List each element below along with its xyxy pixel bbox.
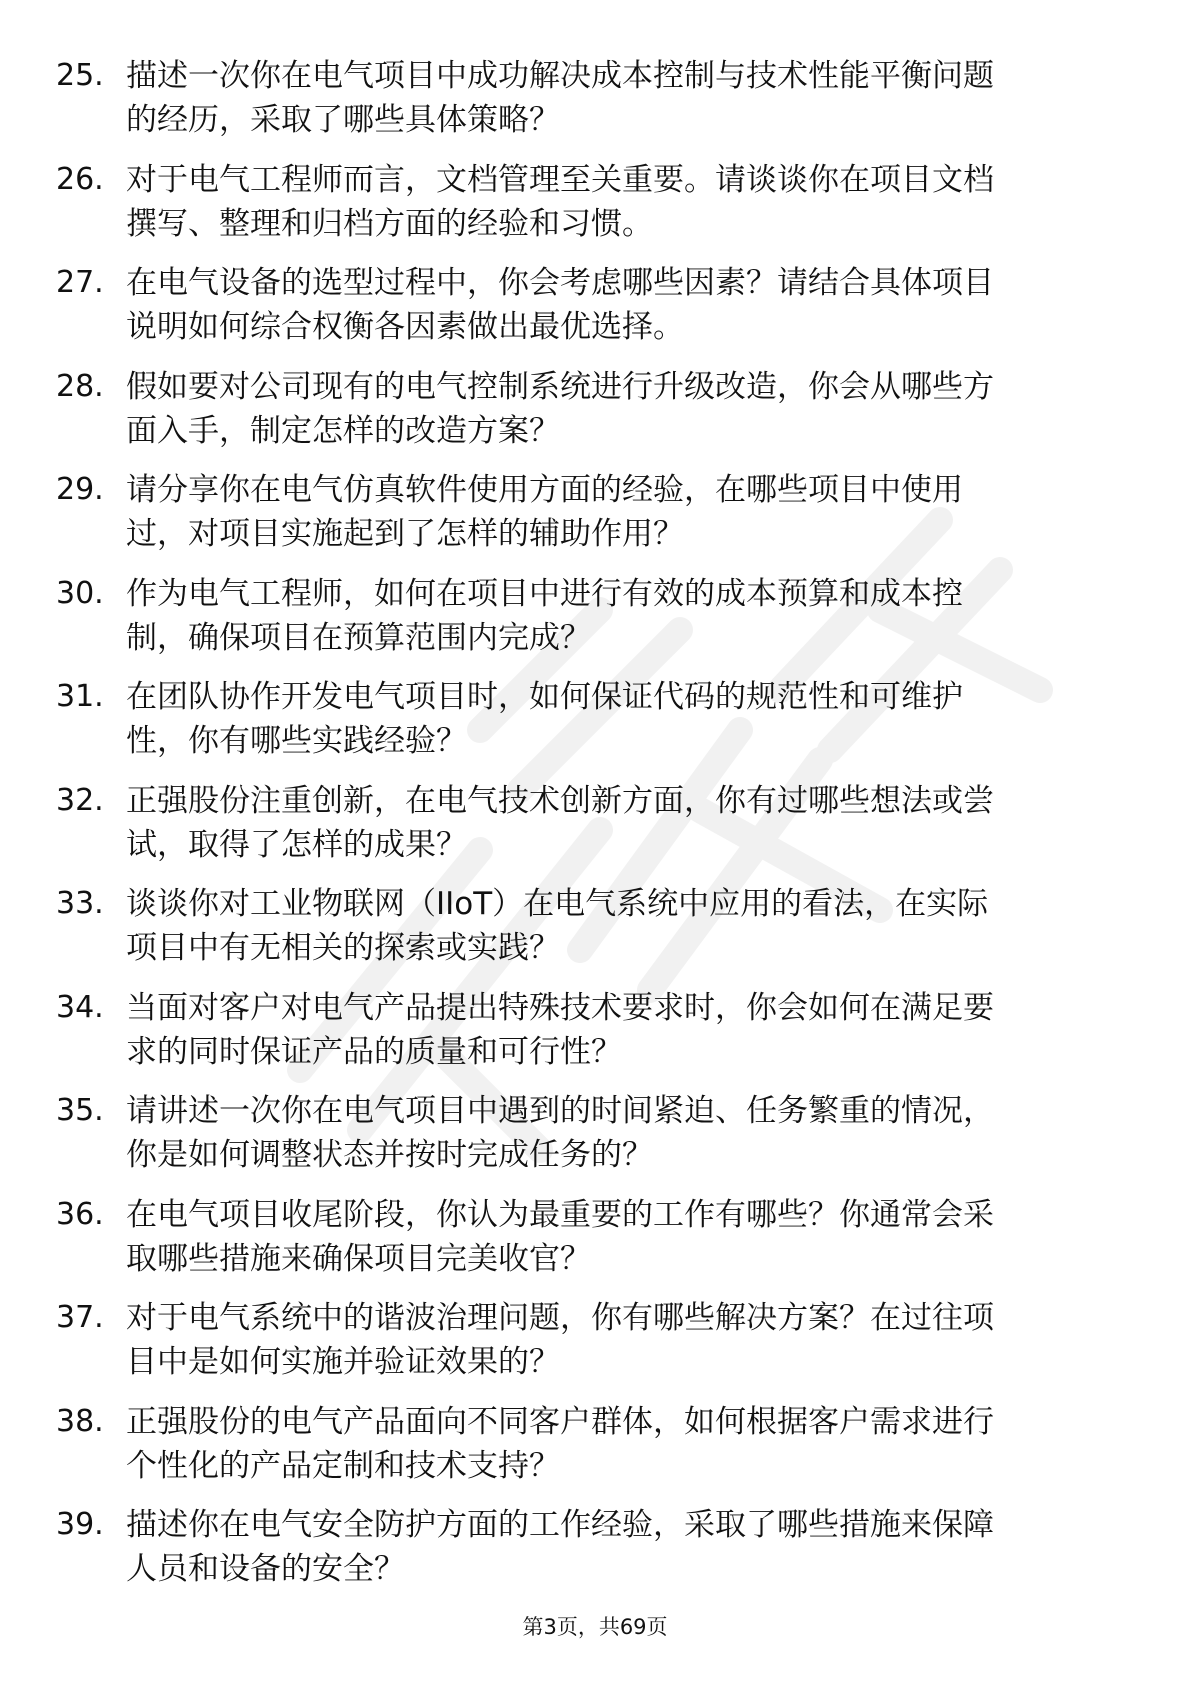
question-number: 35. [56, 1093, 104, 1128]
question-number: 37. [56, 1300, 104, 1335]
question-line: 在电气设备的选型过程中，你会考虑哪些因素？请结合具体项目 [126, 265, 994, 301]
question-item [0, 779, 1190, 883]
question-item [0, 261, 1190, 365]
question-line: 描述你在电气安全防护方面的工作经验，采取了哪些措施来保障 [126, 1507, 994, 1543]
question-text [126, 261, 1126, 349]
question-line: 项目中有无相关的探索或实践？ [126, 930, 560, 966]
question-item [0, 1400, 1190, 1504]
question-line: 假如要对公司现有的电气控制系统进行升级改造，你会从哪些方 [126, 368, 994, 405]
question-number: 29. [56, 472, 104, 507]
question-line: 试，取得了怎样的成果？ [126, 826, 467, 863]
question-line: 谈谈你对工业物联网（IIoT）在电气系统中应用的看法，在实际 [126, 886, 989, 922]
question-number: 38. [56, 1403, 104, 1439]
question-number: 26. [56, 161, 104, 197]
question-line: 描述一次你在电气项目中成功解决成本控制与技术性能平衡问题 [126, 58, 994, 94]
question-item [0, 572, 1190, 676]
question-item [0, 54, 1190, 158]
question-number: 30. [56, 575, 104, 611]
question-number: 39. [56, 1507, 104, 1542]
question-line: 性，你有哪些实践经验？ [126, 723, 467, 759]
question-line: 目中是如何实施并验证效果的？ [126, 1344, 560, 1380]
question-text [126, 1400, 1126, 1488]
question-line: 面入手，制定怎样的改造方案？ [126, 412, 560, 449]
question-text [126, 572, 1126, 660]
question-number: 36. [56, 1196, 104, 1232]
question-line: 制，确保项目在预算范围内完成？ [126, 619, 591, 656]
question-line: 说明如何综合权衡各因素做出最优选择。 [126, 309, 684, 345]
question-item [0, 468, 1190, 572]
question-text [126, 1503, 1126, 1591]
question-number: 25. [56, 58, 104, 93]
question-line: 正强股份的电气产品面向不同客户群体，如何根据客户需求进行 [126, 1403, 994, 1440]
question-line: 你是如何调整状态并按时完成任务的？ [126, 1137, 653, 1173]
question-text [126, 54, 1126, 142]
question-item [0, 986, 1190, 1090]
question-line: 当面对客户对电气产品提出特殊技术要求时，你会如何在满足要 [126, 989, 994, 1026]
question-line: 撰写、整理和归档方面的经验和习惯。 [126, 205, 653, 242]
question-line: 在团队协作开发电气项目时，如何保证代码的规范性和可维护 [126, 679, 963, 715]
question-item [0, 1193, 1190, 1297]
question-item [0, 882, 1190, 986]
question-line: 请分享你在电气仿真软件使用方面的经验，在哪些项目中使用 [126, 472, 963, 508]
question-number: 34. [56, 989, 104, 1025]
question-line: 对于电气系统中的谐波治理问题，你有哪些解决方案？在过往项 [126, 1300, 994, 1336]
question-item [0, 365, 1190, 469]
question-line: 作为电气工程师，如何在项目中进行有效的成本预算和成本控 [126, 575, 963, 612]
question-number: 32. [56, 782, 104, 818]
question-item [0, 1089, 1190, 1193]
question-line: 对于电气工程师而言，文档管理至关重要。请谈谈你在项目文档 [126, 161, 994, 198]
question-number: 27. [56, 265, 104, 300]
question-item [0, 1296, 1190, 1400]
question-line: 取哪些措施来确保项目完美收官？ [126, 1240, 591, 1277]
question-line: 求的同时保证产品的质量和可行性？ [126, 1033, 622, 1070]
question-text [126, 158, 1126, 246]
question-line: 在电气项目收尾阶段，你认为最重要的工作有哪些？你通常会采 [126, 1196, 994, 1233]
question-text [126, 986, 1126, 1074]
question-number: 33. [56, 886, 104, 921]
question-number: 28. [56, 368, 104, 404]
question-text [126, 365, 1126, 453]
question-number: 31. [56, 679, 104, 714]
question-line: 过，对项目实施起到了怎样的辅助作用？ [126, 516, 684, 552]
question-list [0, 54, 1190, 1607]
question-text [126, 1193, 1126, 1281]
question-line: 请讲述一次你在电气项目中遇到的时间紧迫、任务繁重的情况， [126, 1093, 994, 1129]
question-line: 人员和设备的安全？ [126, 1551, 405, 1587]
question-item [0, 1503, 1190, 1607]
question-text [126, 468, 1126, 556]
page-footer: 第3页，共69页 [522, 1615, 668, 1639]
question-text [126, 882, 1126, 970]
question-text [126, 675, 1126, 763]
question-text [126, 1089, 1126, 1177]
question-item [0, 675, 1190, 779]
question-text [126, 779, 1126, 867]
question-line: 个性化的产品定制和技术支持？ [126, 1447, 560, 1484]
question-line: 正强股份注重创新，在电气技术创新方面，你有过哪些想法或尝 [126, 782, 994, 819]
question-text [126, 1296, 1126, 1384]
question-line: 的经历，采取了哪些具体策略？ [126, 102, 560, 138]
question-item [0, 158, 1190, 262]
